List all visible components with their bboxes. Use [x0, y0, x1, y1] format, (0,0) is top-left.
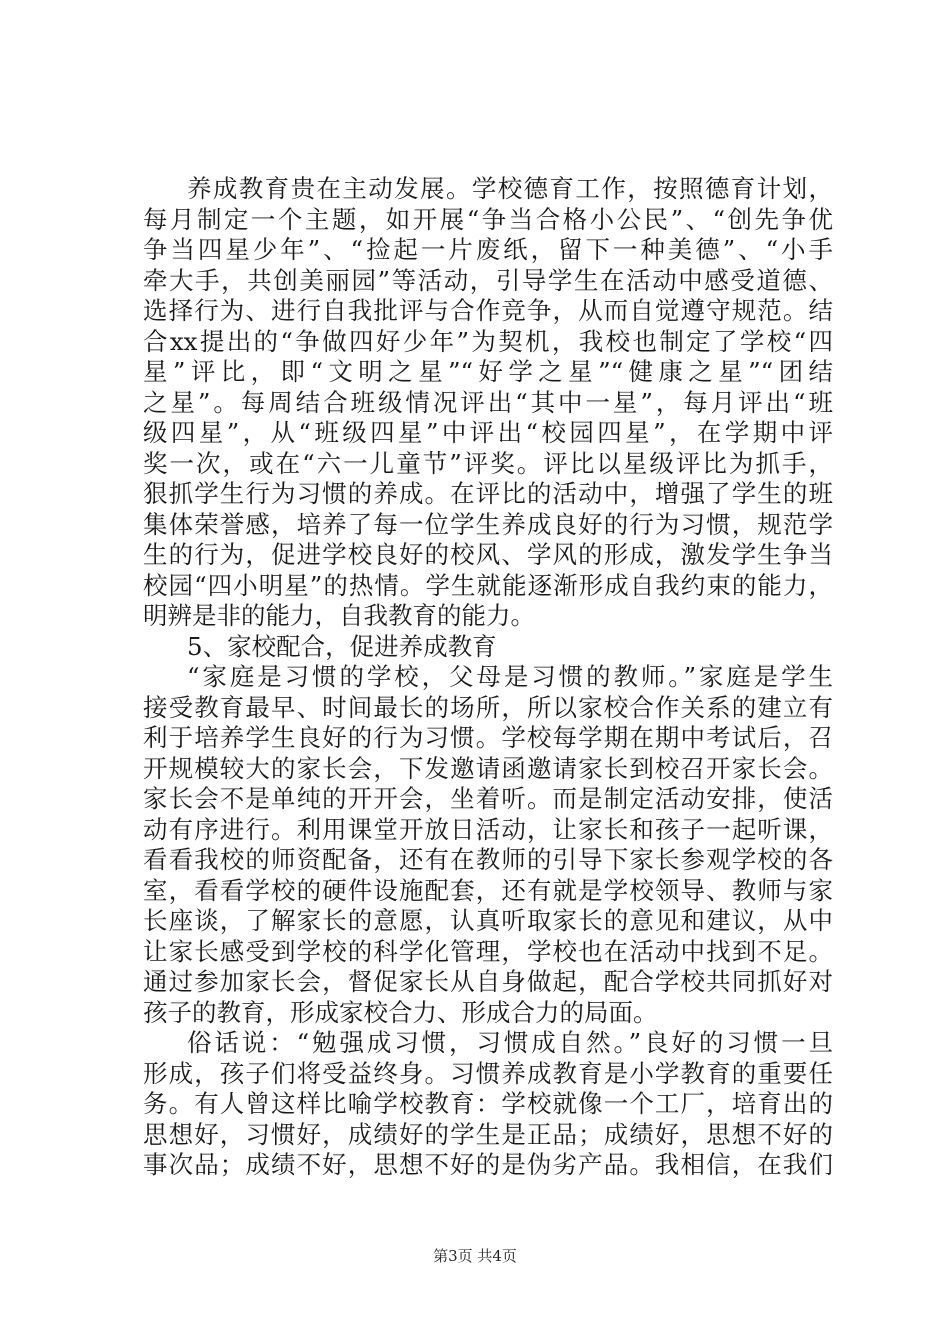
text-line: 形成，孩子们将受益终身。习惯养成教育是小学教育的重要任: [143, 1058, 833, 1088]
text-line: 级四星”，从“班级四星”中评出“校园四星”，在学期中评: [143, 418, 833, 447]
text-line: 集体荣誉感，培养了每一位学生养成良好的行为习惯，规范学: [143, 509, 833, 539]
text-line: 孩子的教育，形成家校合力、形成合力的局面。: [143, 997, 658, 1027]
text-line: 牵大手，共创美丽园”等活动，引导学生在活动中感受道德、: [143, 265, 833, 295]
text-line: 通过参加家长会，督促家长从自身做起，配合学校共同抓好对: [143, 967, 833, 996]
text-line: 俗话说：“勉强成习惯，习惯成自然。”良好的习惯一旦: [187, 1028, 833, 1057]
text-line: 每月制定一个主题，如开展“争当合格小公民”、“创先争优: [143, 204, 833, 234]
text-line: 家长会不是单纯的开开会，坐着听。而是制定活动安排，使活: [143, 784, 833, 813]
text-line: 明辨是非的能力，自我教育的能力。: [143, 601, 535, 630]
text-line: 室，看看学校的硬件设施配套，还有就是学校领导、教师与家: [143, 875, 833, 905]
text-line: 长座谈，了解家长的意愿，认真听取家长的意见和建议，从中: [143, 906, 833, 935]
text-line: 争当四星少年”、“捡起一片废纸，留下一种美德”、“小手: [143, 235, 833, 264]
text-line: 动有序进行。利用课堂开放日活动，让家长和孩子一起听课，: [143, 814, 833, 844]
text-line: 5、家校配合，促进养成教育: [187, 631, 497, 661]
text-line: 养成教育贵在主动发展。学校德育工作，按照德育计划，: [187, 174, 833, 203]
text-line: 开规模较大的家长会，下发邀请函邀请家长到校召开家长会。: [143, 753, 833, 783]
text-line: 校园“四小明星”的热情。学生就能逐渐形成自我约束的能力，: [143, 570, 833, 600]
text-line: 狠抓学生行为习惯的养成。在评比的活动中，增强了学生的班: [143, 479, 833, 508]
text-line: 选择行为、进行自我批评与合作竞争，从而自觉遵守规范。结: [143, 296, 833, 325]
text-line: 接受教育最早、时间最长的场所，所以家校合作关系的建立有: [143, 692, 833, 722]
text-line: 利于培养学生良好的行为习惯。学校每学期在期中考试后，召: [143, 723, 833, 752]
text-line: 合xx提出的“争做四好少年”为契机，我校也制定了学校“四: [143, 326, 833, 356]
text-line: 生的行为，促进学校良好的校风、学风的形成，激发学生争当: [143, 540, 833, 569]
text-line: 奖一次，或在“六一儿童节”评奖。评比以星级评比为抓手，: [143, 448, 833, 478]
text-line: 思想好，习惯好，成绩好的学生是正品；成绩好，思想不好的: [143, 1119, 833, 1149]
text-line: 务。有人曾这样比喻学校教育：学校就像一个工厂，培育出的: [143, 1089, 833, 1118]
text-line: 事次品；成绩不好，思想不好的是伪劣产品。我相信，在我们: [143, 1150, 833, 1179]
text-line: 星”评比，即“文明之星”“好学之星”“健康之星”“团结: [143, 357, 833, 386]
text-line: 之星”。每周结合班级情况评出“其中一星”，每月评出“班: [143, 387, 833, 417]
text-line: 看看我校的师资配备，还有在教师的引导下家长参观学校的各: [143, 845, 833, 874]
page-footer: 第3页 共4页: [433, 1247, 517, 1265]
text-line: “家庭是习惯的学校，父母是习惯的教师。”家庭是学生: [187, 662, 833, 691]
text-line: 让家长感受到学校的科学化管理，学校也在活动中找到不足。: [143, 936, 833, 966]
body-text: [143, 174, 833, 1181]
